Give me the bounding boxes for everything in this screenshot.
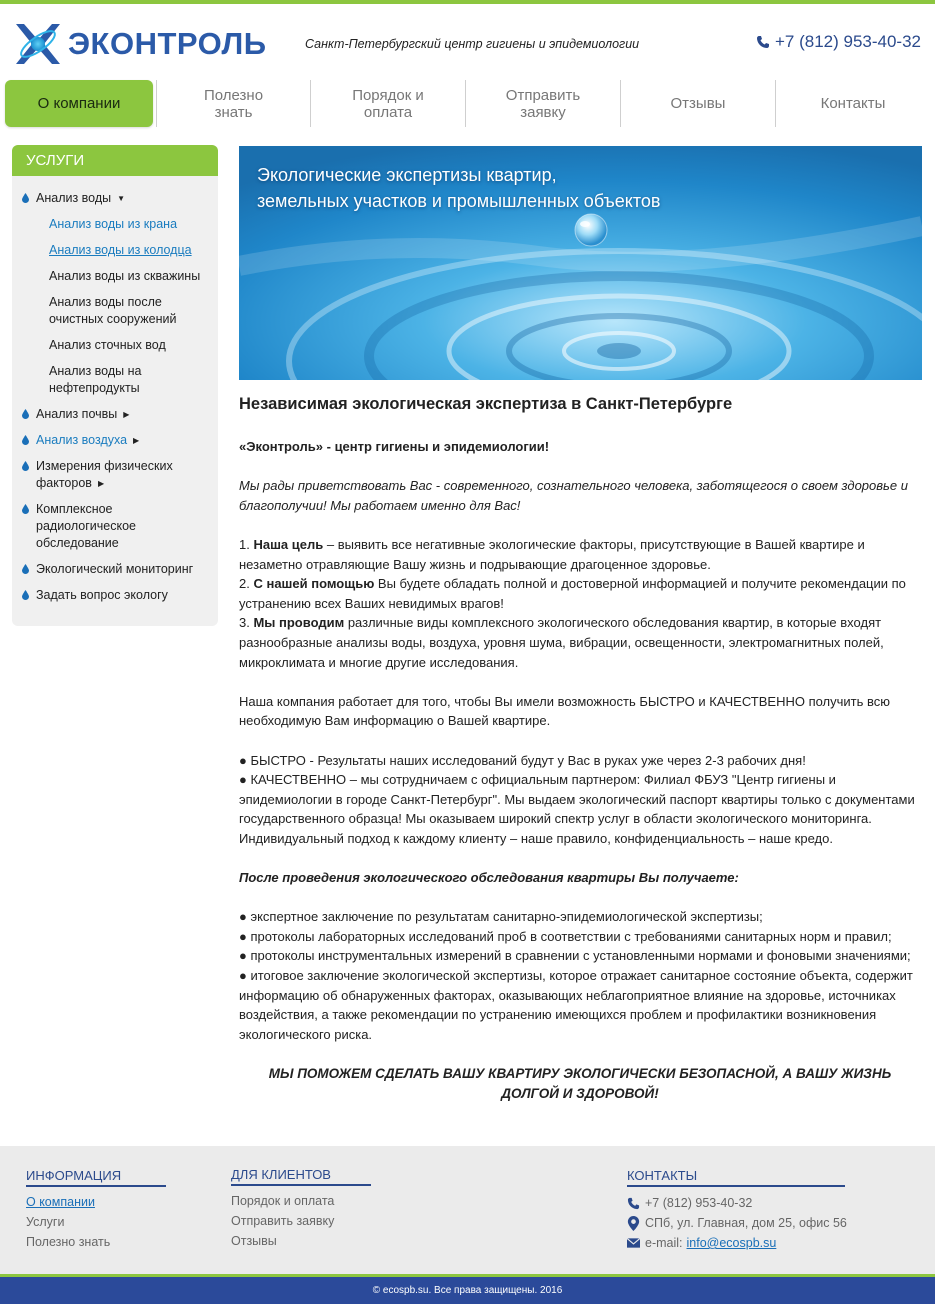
water-drop-icon [22, 590, 29, 600]
company-text: Наша компания работает для того, чтобы Вы имели возможность БЫСТРО и КАЧЕСТВЕННО получить всю необходимую Вам информацию о Вашей квартире. [239, 693, 891, 729]
page-title: Независимая экологическая экспертиза в Санкт-Петербурге [239, 395, 733, 413]
sidebar-subitem-tap[interactable]: Анализ воды из крана [49, 217, 178, 231]
header-phone-text: +7 (812) 953-40-32 [774, 32, 921, 51]
hero-caption-line2: земельных участков и промышленных объектов [257, 191, 661, 211]
sidebar-item-soil[interactable] [12, 402, 218, 428]
hero-caption-line1: Экологические экспертизы квартир, [257, 165, 557, 185]
slogan: МЫ ПОМОЖЕМ СДЕЛАТЬ ВАШУ КВАРТИРУ ЭКОЛОГИЧЕСКИ БЕЗОПАСНОЙ, А ВАШУ ЖИЗНЬ ДОЛГОЙ И ЗДОРОВОЙ! [268, 1066, 892, 1102]
sidebar-subitem-borehole[interactable]: Анализ воды из скважины [49, 269, 201, 283]
nav-item-request-label: Отправить заявку [505, 86, 581, 121]
footer-contacts-column [627, 1168, 847, 1253]
water-drop-icon [22, 193, 29, 203]
after-title: После проведения экологического обследования квартиры Вы получаете: [239, 870, 739, 886]
sidebar-item-air[interactable] [12, 428, 218, 454]
footer-info-column [26, 1168, 166, 1252]
logo-icon [12, 18, 64, 70]
sidebar-item-radiology[interactable] [12, 497, 218, 557]
help-paragraph [239, 574, 921, 613]
main-content [239, 394, 921, 1104]
water-drop-icon [22, 564, 29, 574]
nav-item-reviews[interactable]: Отзывы [621, 80, 776, 127]
tagline: Санкт-Петербургский центр гигиены и эпидемиологии [305, 37, 640, 51]
hero-caption [257, 162, 660, 214]
nav-item-useful-label: Полезно знать [203, 86, 264, 121]
intro-subtitle: «Эконтроль» - центр гигиены и эпидемиологии! [239, 439, 550, 454]
sidebar-subitem-treatment[interactable]: Анализ воды после очистных сооружений [49, 295, 177, 326]
sidebar-subitem-well[interactable]: Анализ воды из колодца [49, 243, 192, 257]
footer-link-useful[interactable]: Полезно знать [26, 1234, 111, 1249]
dropdown-arrow-icon: ▼ [117, 194, 126, 203]
logo[interactable] [12, 18, 267, 70]
footer-phone [627, 1193, 847, 1213]
main-nav [0, 80, 935, 127]
footer-link-about[interactable]: О компании [26, 1195, 95, 1209]
sidebar-item-water[interactable] [12, 186, 218, 212]
sidebar-item-soil-label: Анализ почвы [36, 407, 118, 421]
sidebar-subitem-oil[interactable]: Анализ воды на нефтепродукты [49, 364, 142, 395]
sidebar-item-water-label: Анализ воды [36, 191, 112, 205]
help-number: 2. [239, 576, 250, 592]
nav-item-request[interactable] [466, 80, 621, 127]
footer-link-request[interactable]: Отправить заявку [231, 1213, 335, 1228]
submenu-arrow-icon: ▶ [97, 479, 105, 488]
conduct-number: 3. [239, 615, 250, 631]
footer-link-payment[interactable]: Порядок и оплата [231, 1194, 335, 1208]
help-text: Вы будете обладать полной и достоверной информацией и получите рекомендации по устранению всех Ваших невидимых врагов! [239, 576, 906, 611]
conduct-text: различные виды комплексного экологического обследования квартир, в которые входят разнообразные анализы воды, воздуха, уровня шума, вибрации, освещенности, электромагнитных полей, микроклимата и многие другие исследования. [239, 615, 884, 670]
footer-link-services[interactable]: Услуги [26, 1214, 65, 1229]
footer-email [627, 1233, 847, 1253]
conduct-paragraph [239, 613, 921, 672]
phone-icon [627, 1197, 640, 1210]
list-item: ● протоколы лабораторных исследований проб в соответствии с требованиями санитарных норм и правил; [239, 928, 892, 944]
goal-label: Наша цель [253, 536, 324, 552]
water-drop-icon [22, 504, 29, 514]
footer-email-label: e-mail: [645, 1236, 683, 1250]
list-item: ● экспертное заключение по результатам санитарно-эпидемиологической экспертизы; [239, 909, 763, 925]
welcome-text: Мы рады приветствовать Вас - современного, сознательного человека, заботящегося о своем здоровье и благополучии! Мы работаем именно для Вас! [239, 478, 908, 513]
goals-list [239, 535, 921, 672]
footer-link-reviews[interactable]: Отзывы [231, 1233, 277, 1248]
nav-item-useful[interactable] [156, 80, 311, 127]
logo-text: ЭКОНТРОЛЬ [68, 26, 267, 61]
footer-address [627, 1213, 847, 1233]
phone-icon [756, 35, 770, 49]
water-drop-icon [22, 435, 29, 445]
services-sidebar [12, 145, 218, 626]
copyright-bar [0, 1274, 935, 1304]
goal-number: 1. [239, 536, 250, 552]
list-item: ● итоговое заключение экологической экспертизы, которое отражает санитарное состояние объекта, содержит информацию об обнаруженных факторах, оказывающих неблагоприятное влияние на здоровье, источниках воздействия, а также рекомендации по устранению имеющихся проблем и профилактики возникновения экологического риска. [239, 968, 913, 1042]
conduct-label: Мы проводим [253, 615, 345, 631]
list-item: ● протоколы инструментальных измерений в сравнении с установленными нормами и фоновыми значениями; [239, 948, 911, 964]
quality-text: ● КАЧЕСТВЕННО – мы сотрудничаем с официальным партнером: Филиал ФБУЗ "Центр гигиены и эпидемиологии в городе Санкт-Петербург". Мы выдаем экологический паспорт квартиры только с документами государственного образца! Мы оказываем широкий спектр услуг в области экологического мониторинга. Индивидуальный подход к каждому клиенту – наше правило, конфиденциальность – наше кредо. [239, 772, 915, 846]
nav-item-about[interactable]: О компании [5, 80, 153, 127]
site-header [0, 4, 935, 80]
footer-contacts-title: КОНТАКТЫ [627, 1168, 845, 1187]
services-menu [12, 176, 218, 609]
sidebar-item-air-label: Анализ воздуха [36, 433, 128, 447]
sidebar-subitem-wastewater[interactable]: Анализ сточных вод [49, 338, 166, 352]
fast-text: ● БЫСТРО - Результаты наших исследований будут у Вас в руках уже через 2-3 рабочих дня! [239, 752, 806, 768]
sidebar-item-monitoring[interactable] [12, 557, 218, 583]
envelope-icon [627, 1238, 640, 1248]
hero-banner [239, 146, 922, 380]
copyright-text: © ecospb.su. Все права защищены. 2016 [372, 1285, 563, 1296]
sidebar-item-question-label: Задать вопрос экологу [36, 588, 168, 602]
sidebar-item-monitoring-label: Экологический мониторинг [36, 562, 194, 576]
sidebar-title: УСЛУГИ [12, 145, 218, 176]
help-label: С нашей помощью [253, 576, 375, 592]
advantages [239, 751, 921, 849]
footer-clients-column [231, 1167, 371, 1251]
map-pin-icon [627, 1216, 640, 1231]
submenu-arrow-icon: ▶ [123, 410, 130, 419]
nav-item-payment-label: Порядок и оплата [352, 86, 424, 121]
sidebar-item-physical[interactable] [12, 454, 218, 497]
water-drop-icon [22, 461, 29, 471]
header-phone[interactable] [756, 32, 921, 52]
after-list [239, 907, 921, 1044]
nav-item-payment[interactable] [311, 80, 466, 127]
sidebar-item-physical-label: Измерения физических факторов [36, 459, 173, 490]
site-footer [0, 1146, 935, 1274]
footer-phone-text: +7 (812) 953-40-32 [645, 1196, 753, 1210]
goal-paragraph [239, 535, 921, 574]
sidebar-item-question[interactable] [12, 583, 218, 609]
footer-clients-title: ДЛЯ КЛИЕНТОВ [231, 1167, 371, 1186]
footer-info-title: ИНФОРМАЦИЯ [26, 1168, 166, 1187]
nav-item-contacts[interactable]: Контакты [820, 95, 886, 112]
sidebar-item-radiology-label: Комплексное радиологическое обследование [36, 502, 137, 550]
submenu-arrow-icon: ▶ [133, 436, 140, 445]
footer-email-link[interactable]: info@ecospb.su [686, 1236, 777, 1250]
footer-address-text: СПб, ул. Главная, дом 25, офис 56 [645, 1216, 847, 1230]
goal-text: – выявить все негативные экологические факторы, присутствующие в Вашей квартире и незаметно отравляющие Вашу жизнь и подрывающие драгоценное здоровье. [239, 536, 865, 572]
water-drop-icon [22, 409, 29, 419]
